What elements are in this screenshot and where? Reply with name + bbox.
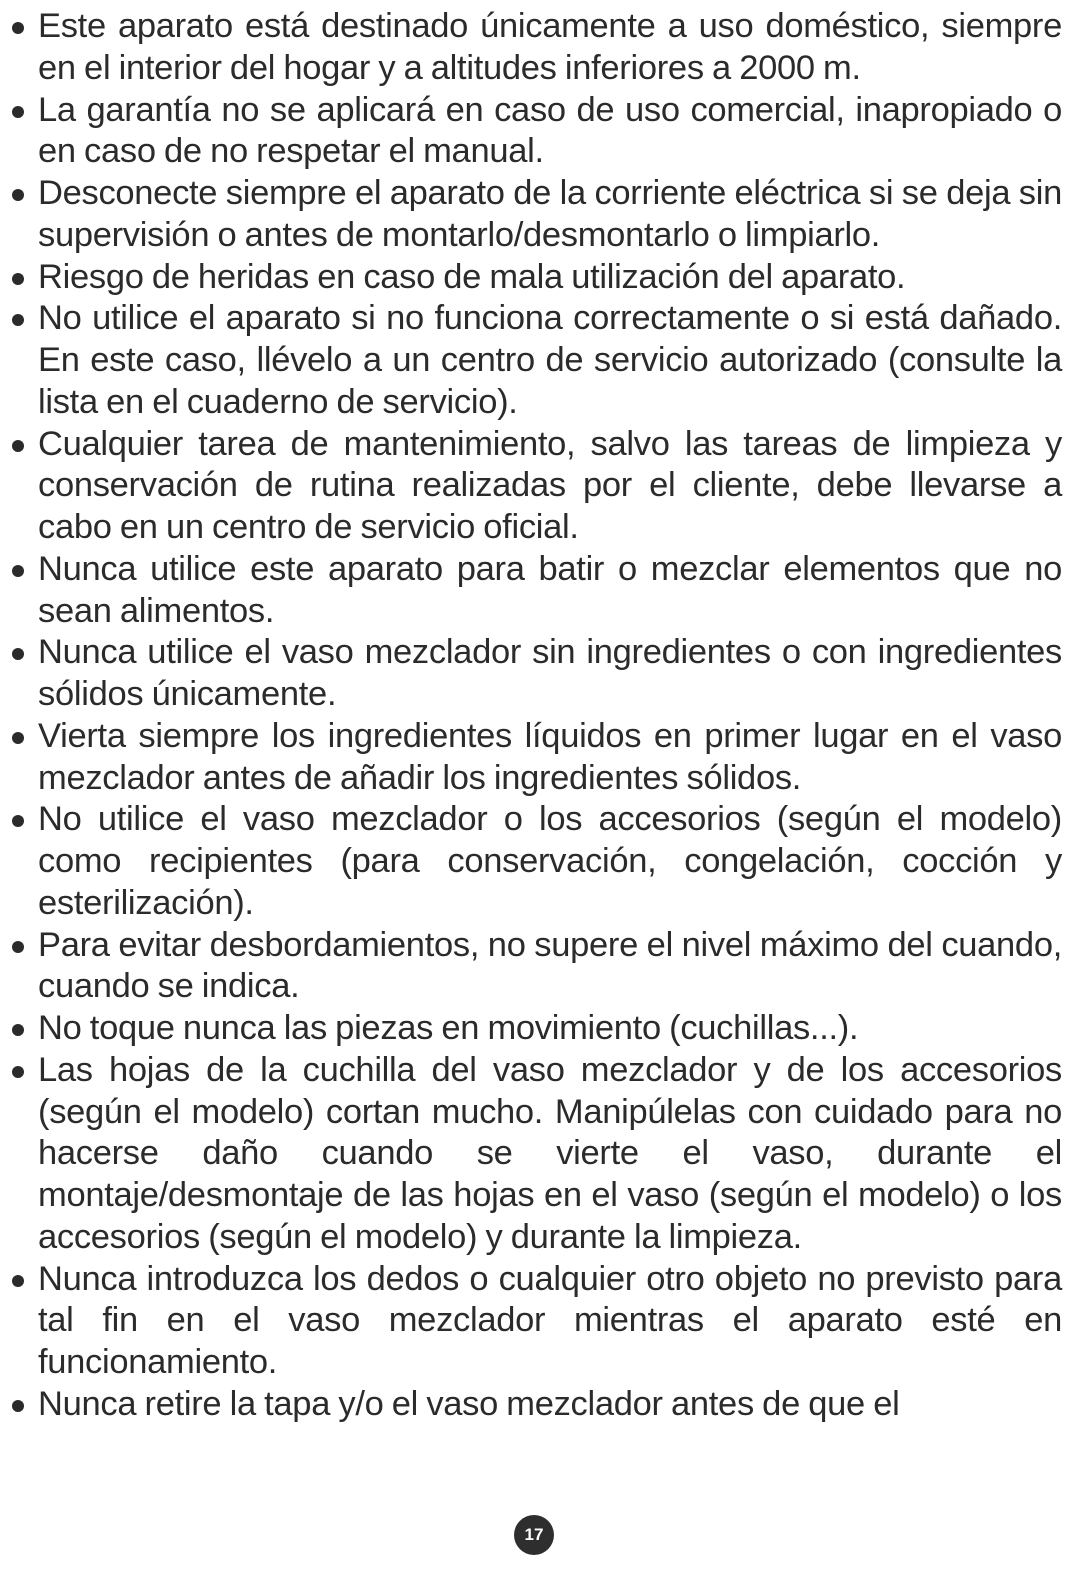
bullet-dot-icon — [12, 440, 24, 452]
safety-bullet-list — [10, 6, 1062, 1426]
bullet-item — [10, 424, 1062, 549]
bullet-item — [10, 925, 1062, 1009]
bullet-text: Nunca utilice este aparato para batir o mezclar elementos que no sean alimentos. — [38, 549, 1062, 630]
bullet-item — [10, 298, 1062, 423]
bullet-dot-icon — [12, 565, 24, 577]
bullet-text: Cualquier tarea de mantenimiento, salvo las tareas de limpieza y conservación de rutina realizadas por el cliente, debe llevarse a cabo en un centro de servicio oficial. — [38, 424, 1062, 546]
bullet-dot-icon — [12, 189, 24, 201]
bullet-item — [10, 549, 1062, 633]
bullet-dot-icon — [12, 732, 24, 744]
bullet-dot-icon — [12, 815, 24, 827]
bullet-dot-icon — [12, 1275, 24, 1287]
bullet-dot-icon — [12, 273, 24, 285]
bullet-text: Nunca retire la tapa y/o el vaso mezclador antes de que el — [38, 1384, 900, 1423]
bullet-text: Riesgo de heridas en caso de mala utilización del aparato. — [38, 257, 906, 296]
bullet-text: Desconecte siempre el aparato de la corriente eléctrica si se deja sin supervisión o antes de montarlo/desmontarlo o limpiarlo. — [38, 174, 1062, 254]
bullet-item — [10, 632, 1062, 716]
bullet-text: Vierta siempre los ingredientes líquidos en primer lugar en el vaso mezclador antes de añadir los ingredientes sólidos. — [38, 716, 1062, 797]
bullet-item — [10, 799, 1062, 924]
bullet-dot-icon — [12, 1400, 24, 1412]
bullet-dot-icon — [12, 314, 24, 326]
bullet-text: No utilice el aparato si no funciona correctamente o si está dañado. En este caso, llévelo a un centro de servicio autorizado (consulte la lista en el cuaderno de servicio). — [38, 299, 1062, 421]
bullet-item — [10, 716, 1062, 800]
bullet-item — [10, 173, 1062, 257]
bullet-dot-icon — [12, 1066, 24, 1078]
bullet-dot-icon — [12, 106, 24, 118]
bullet-item — [10, 1259, 1062, 1384]
bullet-dot-icon — [12, 22, 24, 34]
bullet-dot-icon — [12, 941, 24, 953]
page-number-badge: 17 — [514, 1515, 554, 1555]
bullet-text: La garantía no se aplicará en caso de uso comercial, inapropiado o en caso de no respetar el manual. — [38, 90, 1062, 171]
bullet-text: Las hojas de la cuchilla del vaso mezclador y de los accesorios (según el modelo) cortan mucho. Manipúlelas con cuidado para no hacerse daño cuando se vierte el vaso, durante el montaje/desmontaje de las hojas en el vaso (según el modelo) o los accesorios (según el modelo) y durante la limpieza. — [38, 1050, 1062, 1256]
bullet-item — [10, 90, 1062, 174]
bullet-dot-icon — [12, 648, 24, 660]
bullet-text: Para evitar desbordamientos, no supere el nivel máximo del cuando, cuando se indica. — [38, 925, 1062, 1006]
bullet-text: No utilice el vaso mezclador o los accesorios (según el modelo) como recipientes (para conservación, congelación, cocción y esterilización). — [38, 800, 1062, 922]
bullet-item — [10, 1050, 1062, 1259]
bullet-dot-icon — [12, 1024, 24, 1036]
bullet-text: Nunca introduzca los dedos o cualquier otro objeto no previsto para tal fin en el vaso mezclador mientras el aparato esté en funcionamiento. — [38, 1259, 1062, 1381]
bullet-item — [10, 6, 1062, 90]
safety-instructions-page — [10, 6, 1062, 1426]
bullet-item — [10, 1008, 1062, 1050]
bullet-text: No toque nunca las piezas en movimiento (cuchillas...). — [38, 1009, 859, 1047]
bullet-item — [10, 257, 1062, 299]
bullet-item — [10, 1384, 1062, 1426]
bullet-text: Nunca utilice el vaso mezclador sin ingredientes o con ingredientes sólidos únicamente. — [38, 633, 1062, 713]
bullet-text: Este aparato está destinado únicamente a uso doméstico, siempre en el interior del hogar y a altitudes inferiores a 2000 m. — [38, 7, 1062, 87]
